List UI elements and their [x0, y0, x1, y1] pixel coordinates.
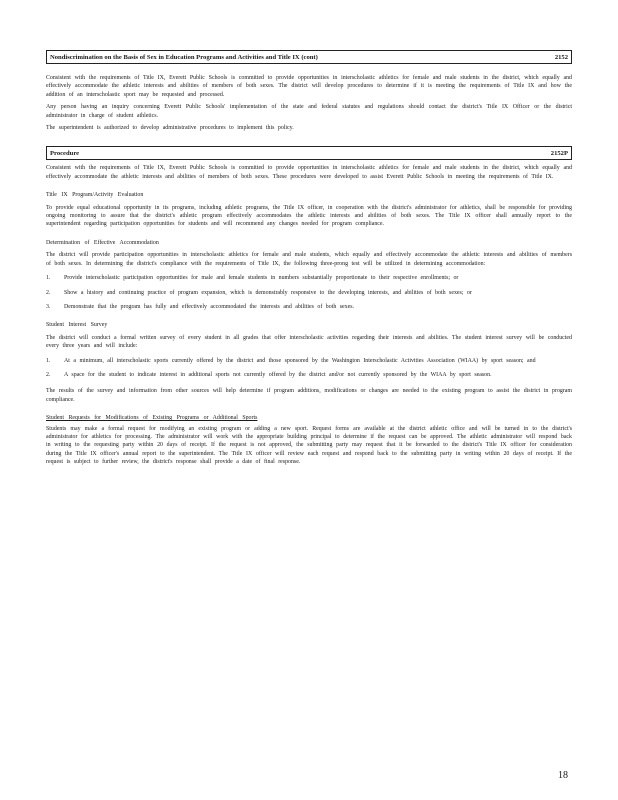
list-item — [46, 303, 572, 311]
page-number: 18 — [558, 770, 568, 781]
procedure-title: Procedure — [50, 149, 80, 157]
survey-heading: Student Interest Survey — [46, 322, 108, 329]
page-content — [46, 50, 572, 467]
list-item-text: A space for the student to indicate interest in additional sports not currently offered by the district and/or not currently sponsored by the WIAA by sport season. — [64, 371, 492, 378]
requests-text: Students may make a formal request for modifying an existing program or adding a new sport. Request forms are available at the district athletic office and will be turned in to the district's administrator for athletics for processing. The administrator will work with the appropriate building principal to determine if the request can be approved. The athletic administrator will respond back in writing to the requesting party within 20 days of receipt. If the request is not approved, the submitting party may request that it be forwarded to the district's Title IX officer for consideration during the Title IX officer's annual report to the superintendent. The Title IX officer will review each request and respond back to the submitting party in writing within 20 days of receipt. If the request is subject to further review, the district's response shall provide a date of final response. — [46, 425, 572, 466]
policy-header-box — [46, 50, 572, 64]
policy-paragraph: Any person having an inquiry concerning Everett Public Schools' implementation of the state and federal statutes and regulations should contact the district's Title IX Officer or the district administrator in charge of student athletics. — [46, 104, 572, 119]
policy-title: Nondiscrimination on the Basis of Sex in Education Programs and Activities and Title IX (cont) — [50, 53, 318, 61]
evaluation-heading: Title IX Program/Activity Evaluation — [46, 192, 144, 199]
determination-text: The district will provide participation opportunities in interscholastic athletics for female and male students, which equally and effectively accommodate the athletic interests and abilities of members of both sexes. In determining the district's compliance with the requirements of Title IX, the following three-prong test will be utilized in determining accommodation: — [46, 252, 572, 267]
list-item-number: 1. — [46, 275, 51, 282]
list-item — [46, 357, 572, 365]
list-item-text: Provide interscholastic participation opportunities for male and female students in numbers substantially proportionate to their respective enrollments; or — [64, 275, 459, 282]
requests-heading: Student Requests for Modifications of Existing Programs or Additional Sports — [46, 415, 258, 422]
survey-text: The district will conduct a formal written survey of every student in all grades that offer interscholastic activities regarding their interests and abilities. The student interest survey will be conducted every three years and will include: — [46, 334, 572, 350]
list-item-number: 2. — [46, 371, 51, 378]
list-item-text: Show a history and continuing practice of program expansion, which is demonstrably responsive to the developing interests, and abilities of both sexes; or — [64, 289, 472, 296]
procedure-code: 2152P — [550, 149, 568, 157]
list-item-text: Demonstrate that the program has fully and effectively accommodated the interests and abilities of both sexes. — [64, 303, 354, 310]
survey-closing: The results of the survey and information from other sources will help determine if program additions, modifications or changes are needed to the existing program to assist the district in program compliance. — [46, 388, 572, 403]
list-item — [46, 289, 572, 297]
list-item-number: 3. — [46, 303, 51, 310]
list-item-text: At a minimum, all interscholastic sports currently offered by the district and those sponsored by the Washington Interscholastic Activities Association (WIAA) by sport season; and — [64, 357, 536, 364]
list-item-number: 1. — [46, 357, 51, 364]
list-item — [46, 371, 572, 379]
procedure-header-box — [46, 146, 572, 160]
list-item-number: 2. — [46, 289, 51, 296]
policy-code: 2152 — [554, 53, 568, 61]
policy-paragraph: Consistent with the requirements of Title IX, Everett Public Schools is committed to provide opportunities in interscholastic athletics for female and male students in the district, which equally and effectively accommodate the athletic interests and abilities of members of both sexes. The district will develop procedures to determine if it is meeting the requirements of Title IX and how the addition of an interscholastic sport may be requested and processed. — [46, 75, 572, 98]
evaluation-text: To provide equal educational opportunity in its programs, including athletic programs, the Title IX officer, in cooperation with the district's administrator for athletics, shall be responsible for providing ongoing monitoring to assure that the district's athletic program effectively accommodates the athletic interests and abilities of both sexes. The Title IX officer shall annually report to the superintendent regarding participation opportunities for students and will recommend any changes needed for program compliance. — [46, 204, 572, 228]
list-item — [46, 274, 572, 282]
procedure-intro: Consistent with the requirements of Title IX, Everett Public Schools is committed to provide opportunities in interscholastic athletics for female and male students in the district, which equally and effectively accommodate the athletic interests and abilities of members of both sexes. These procedures were developed to assist Everett Public Schools in meeting the requirements of Title IX. — [46, 165, 572, 180]
policy-paragraph: The superintendent is authorized to develop administrative procedures to implement this policy. — [46, 125, 294, 132]
determination-heading: Determination of Effective Accommodation — [46, 239, 159, 246]
